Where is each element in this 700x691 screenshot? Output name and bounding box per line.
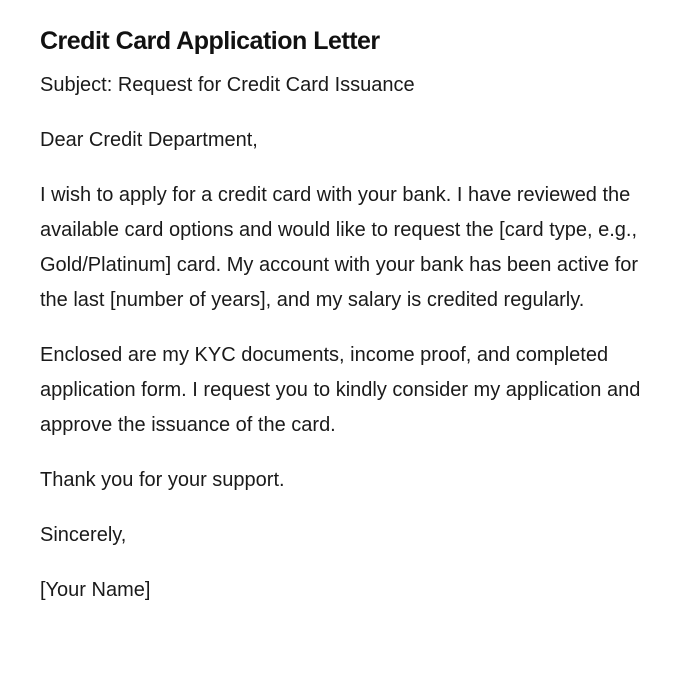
thanks-line: Thank you for your support.	[40, 469, 285, 491]
body-paragraph: I wish to apply for a credit card with your bank. I have reviewed the available card options and would like to request the [card type, e.g., Gold/Platinum] card. My account with your bank has been active for the last [number of years], and my salary is credited regularly.	[40, 184, 639, 311]
subject-line: Subject: Request for Credit Card Issuance	[40, 74, 415, 96]
closing: Sincerely,	[40, 524, 127, 546]
letter-title: Credit Card Application Letter	[40, 27, 380, 55]
signature-name: [Your Name]	[40, 579, 151, 601]
body-paragraph: Enclosed are my KYC documents, income proof, and completed application form. I request you to kindly consider my application and approve the issuance of the card.	[40, 344, 641, 436]
salutation: Dear Credit Department,	[40, 129, 258, 151]
